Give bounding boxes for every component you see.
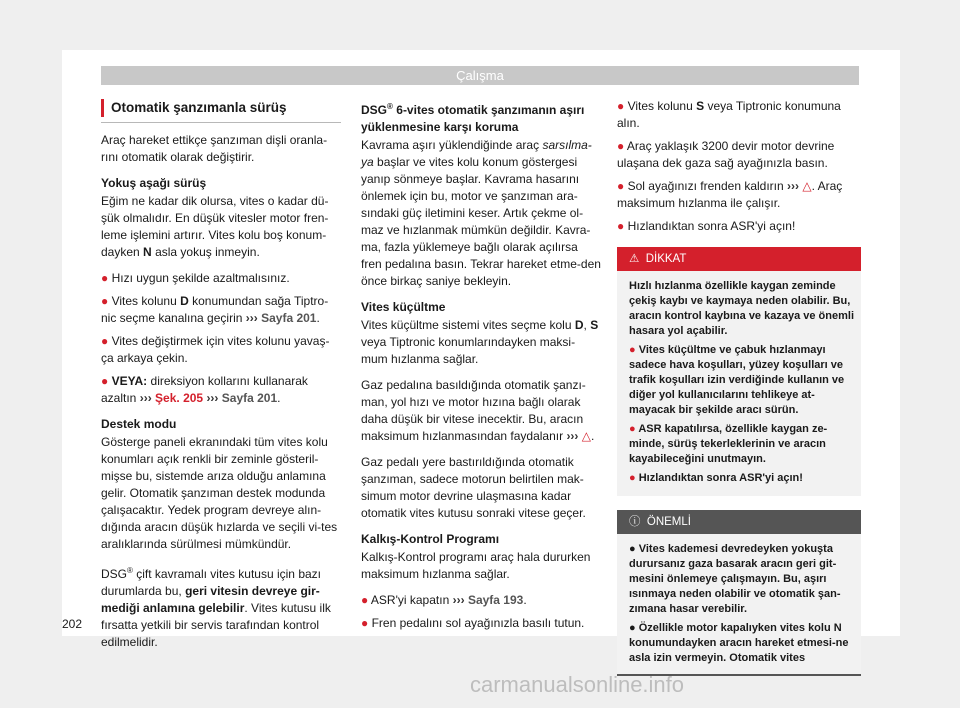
bullet-icon: ● bbox=[617, 99, 625, 113]
list-item: ● Fren pedalını sol ayağınızla basılı tutun. bbox=[361, 616, 585, 630]
downshift-text-3: Gaz pedalı yere bastırıldığında otomatik şanzıman, sadece motorun belirtilen mak-simum motor devrine ulaşmasına kadar otomatik vites kutusu sonraki vitese geçer. bbox=[361, 455, 586, 520]
bullet-icon: ● bbox=[629, 543, 636, 555]
launch-text: Kalkış-Kontrol programı araç hala dururken maksimum hızlanma sağlar. bbox=[361, 550, 591, 581]
list-item: ● Vites kolunu S veya Tiptronic konumuna alın. bbox=[617, 99, 841, 130]
overload-heading: DSG® 6-vites otomatik şanzımanın aşırı yüklenmesine karşı koruma bbox=[361, 102, 585, 134]
bullet-icon: ● bbox=[617, 179, 625, 193]
warning-header: ⚠ DİKKAT bbox=[617, 247, 861, 271]
arrow-icon: ››› bbox=[206, 391, 219, 405]
warning-triangle-icon: ⚠ bbox=[629, 253, 640, 265]
arrow-icon: ››› bbox=[139, 391, 152, 405]
support-heading: Destek modu bbox=[101, 417, 177, 431]
warning-box bbox=[617, 247, 861, 496]
bullet-icon: ● bbox=[101, 271, 109, 285]
warning-icon: △ bbox=[581, 429, 592, 443]
bullet-icon: ● bbox=[629, 622, 636, 634]
column-middle bbox=[361, 98, 601, 638]
list-item: ● ASR'yi kapatın ››› Sayfa 193. bbox=[361, 593, 527, 607]
downshift-text-2: Gaz pedalına basıldığında otomatik şanzı-man, yol hızı ve motor hızına bağlı olarak daha düşük bir vitese inecektir. Bu, aracın maksimum hızlanmasından faydalanır ››› △. bbox=[361, 378, 595, 443]
list-item: ● VEYA: direksiyon kollarını kullanarak azaltın ››› Şek. 205 ››› Sayfa 201. bbox=[101, 374, 308, 405]
bullet-icon: ● bbox=[629, 344, 636, 356]
launch-heading: Kalkış-Kontrol Programı bbox=[361, 532, 500, 546]
warning-icon: △ bbox=[802, 179, 812, 193]
bullet-icon: ● bbox=[101, 374, 109, 388]
downshift-text: Vites küçültme sistemi vites seçme kolu D, S veya Tiptronic konumlarındayken maksi-mum hızlanma sağlar. bbox=[361, 318, 599, 366]
arrow-icon: ››› bbox=[245, 311, 258, 325]
bullet-icon: ● bbox=[629, 423, 636, 435]
arrow-icon: ››› bbox=[566, 429, 579, 443]
figure-ref-link[interactable]: Şek. 205 bbox=[155, 391, 204, 405]
notice-body bbox=[617, 534, 861, 674]
bullet-icon: ● bbox=[617, 139, 625, 153]
list-item: ● Araç yaklaşık 3200 devir motor devrine ulaşana dek gaza sağ ayağınızla basın. bbox=[617, 139, 835, 170]
page-number: 202 bbox=[62, 617, 83, 631]
column-left bbox=[101, 98, 341, 660]
notice-header: ⓘ ÖNEMLİ bbox=[617, 510, 861, 534]
list-item: ● ASR kapatılırsa, özellikle kaygan ze-minde, sürüş tekerleklerinin ve aracın kayabileceğini unutmayın. bbox=[629, 423, 828, 465]
list-item: ● Özellikle motor kapalıyken vites kolu N konumundayken aracın hareket etmesi-ne asla izin vermeyin. Otomatik vites bbox=[629, 622, 849, 664]
bullet-icon: ● bbox=[101, 294, 109, 308]
arrow-icon: ››› bbox=[452, 593, 465, 607]
watermark-footer: carmanualsonline.info bbox=[470, 672, 685, 697]
list-item: ● Hızlandıktan sonra ASR'yi açın! bbox=[617, 219, 796, 233]
downshift-heading: Vites küçültme bbox=[361, 300, 446, 314]
warning-body bbox=[617, 271, 861, 496]
page-ref-link[interactable]: Sayfa 201 bbox=[261, 311, 317, 325]
column-right bbox=[617, 98, 861, 676]
arrow-icon: ››› bbox=[787, 179, 800, 193]
chapter-header: Çalışma bbox=[101, 66, 859, 85]
intro-text: Araç hareket ettikçe şanzıman dişli oranla-rını otomatik olarak değiştirir. bbox=[101, 133, 328, 164]
info-icon: ⓘ bbox=[629, 516, 641, 528]
downhill-text: Eğim ne kadar dik olursa, vites o kadar dü-şük olmalıdır. En düşük vitesler motor fren-leme işlemini artırır. Vites kolu boş konum-dayken N asla yokuş inmeyin. bbox=[101, 194, 329, 259]
bullet-icon: ● bbox=[101, 334, 109, 348]
list-item: ● Sol ayağınızı frenden kaldırın ››› △. Araç maksimum hızlanma ile çalışır. bbox=[617, 179, 843, 210]
page-ref-link[interactable]: Sayfa 193 bbox=[467, 593, 524, 607]
list-item: ● Vites değiştirmek için vites kolunu yavaş-ça arkaya çekin. bbox=[101, 334, 330, 365]
page-ref-link[interactable]: Sayfa 201 bbox=[221, 391, 278, 405]
overload-text: Kavrama aşırı yüklendiğinde araç sarsılma-ya başlar ve vites kolu konum göstergesi yanıp sönmeye başlar. Kavrama hasarını önlemek için bu, motor ve şanzıman ara-sındaki güç iletimini keser. Artık çekme ol-maz ve hızlanmak mümkün değildir. Kavra-ma, fazla yüklemeye bağlı olarak açılırsa fren pedalına basın. Tekrar hareket etme-den önce birkaç saniye bekleyin. bbox=[361, 138, 601, 288]
warning-text: Hızlı hızlanma özellikle kaygan zeminde çekiş kaybı ve kaymaya neden olabilir. Bu, aracın kontrol kaybına ve kazaya ve önemli hasara yol açabilir. bbox=[629, 280, 854, 337]
list-item: ● Vites kademesi devredeyken yokuşta durursanız gaza basarak aracın geri git-mesini önlemeye çalışmayın. Bu, aşırı ısınmaya neden olabilir ve otomatik şan-zımana hasar verebilir. bbox=[629, 543, 841, 615]
list-item: ● Hızı uygun şekilde azaltmalısınız. bbox=[101, 271, 290, 285]
list-item: ● Vites kolunu D konumundan sağa Tiptro-nic seçme kanalına geçirin ››› Sayfa 201. bbox=[101, 294, 329, 325]
list-item: ● Hızlandıktan sonra ASR'yi açın! bbox=[629, 472, 803, 484]
support-text-dsg: DSG® çift kavramalı vites kutusu için bazı durumlarda bu, geri vitesin devreye gir-mediği anlamına gelebilir. Vites kutusu ilk fırsatta yetkili bir servis tarafından kontrol edilmelidir. bbox=[101, 566, 331, 649]
bullet-icon: ● bbox=[361, 593, 369, 607]
list-item: ● Vites küçültme ve çabuk hızlanmayı sadece hava koşulları, yüzey koşulları ve trafik koşulları izin verdiğinde kullanın ve diğer yol kullanıcılarını tehlikeye at-mayacak bir şekilde aracı sürün. bbox=[629, 344, 845, 416]
section-title: Otomatik şanzımanla sürüş bbox=[101, 98, 341, 123]
downhill-heading: Yokuş aşağı sürüş bbox=[101, 176, 207, 190]
bullet-icon: ● bbox=[629, 472, 636, 484]
support-text: Gösterge paneli ekranındaki tüm vites kolu konumları açık renkli bir zeminle gösteril-mişse bu, sistemde arıza olduğu anlamına gelir. Otomatik şanzıman destek modunda çalışacaktır. Yedek program devreye alın-dığında aracın düşük hızlarda ve seçili vi-tes aralıklarında sürülmesi mümkündür. bbox=[101, 435, 338, 551]
bullet-icon: ● bbox=[361, 616, 369, 630]
notice-box bbox=[617, 510, 861, 676]
bullet-icon: ● bbox=[617, 219, 625, 233]
